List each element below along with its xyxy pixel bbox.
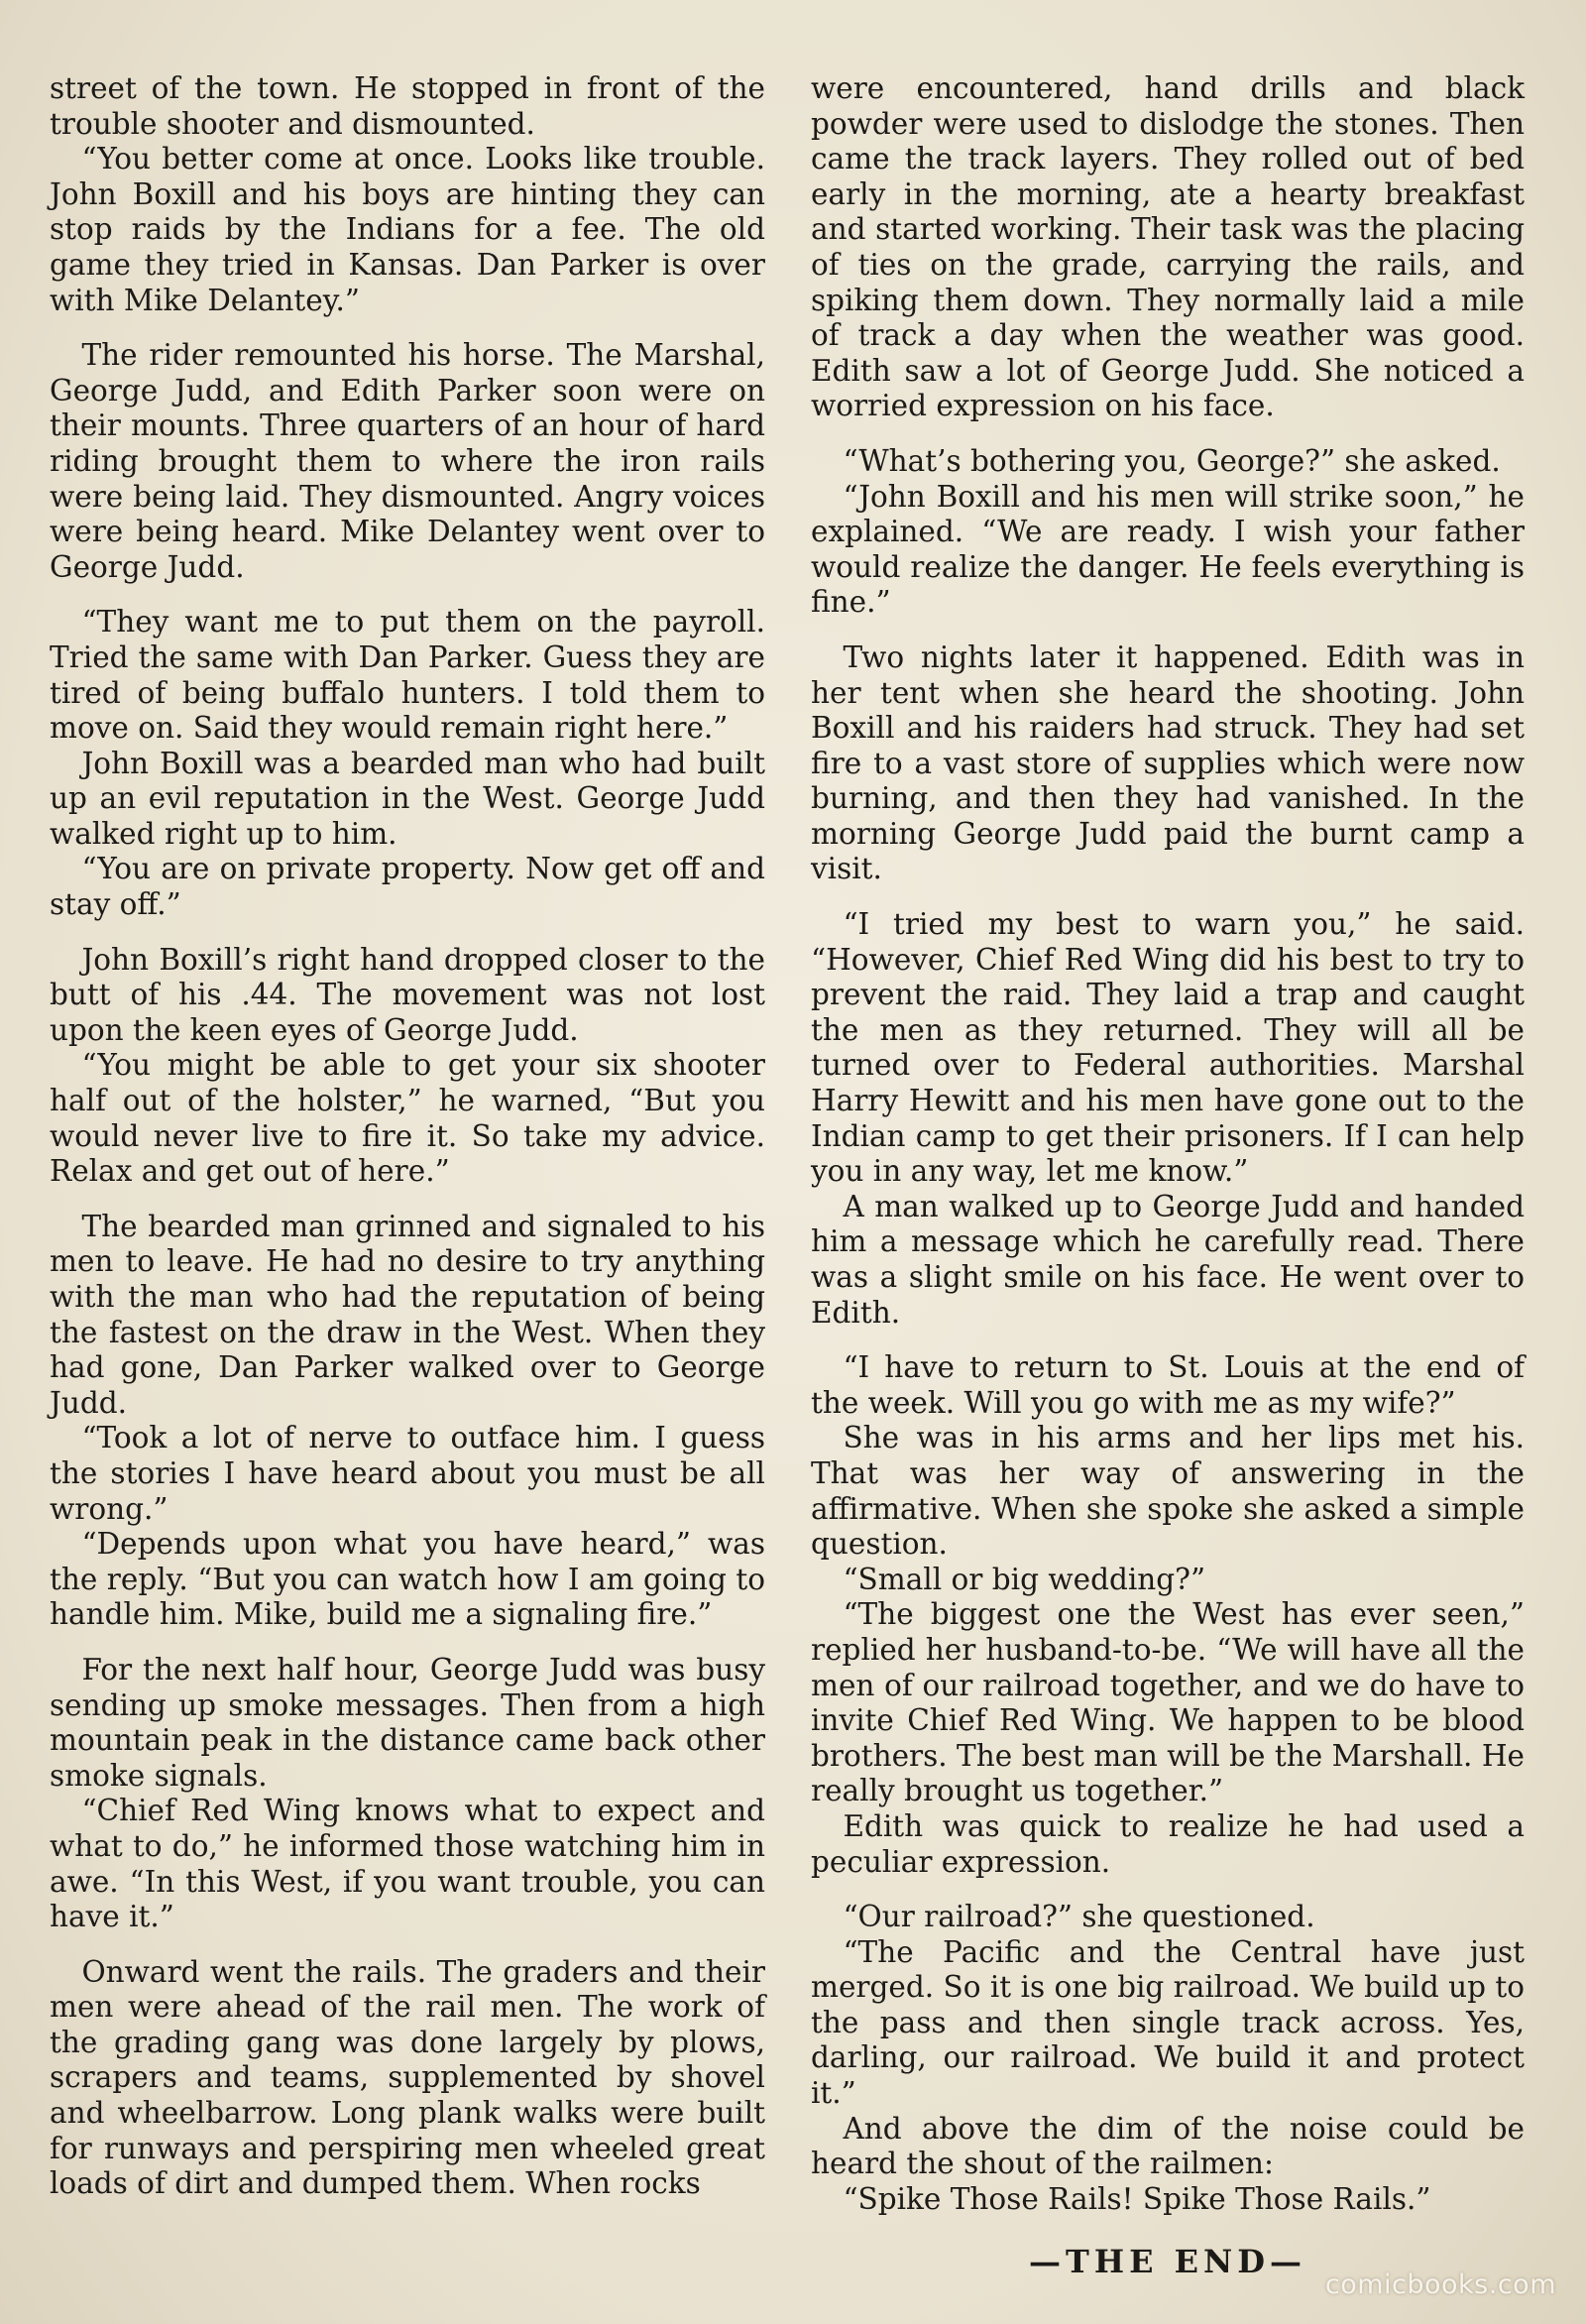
story-paragraph: “John Boxill and his men will strike soon,” he explained. “We are ready. I wish your father would realize the danger. He feels everything is fine.”: [811, 479, 1525, 620]
story-paragraph: “Took a lot of nerve to outface him. I guess the stories I have heard about you must be all wrong.”: [50, 1421, 765, 1526]
story-paragraph: And above the dim of the noise could be heard the shout of the railmen:: [811, 2111, 1525, 2181]
story-paragraph: “Small or big wedding?”: [843, 1562, 1206, 1596]
story-paragraph: John Boxill’s right hand dropped closer to the butt of his .44. The movement was not lost upon the keen eyes of George Judd.: [50, 942, 765, 1047]
story-paragraph: “What’s bothering you, George?” she asked.: [843, 443, 1501, 478]
story-paragraph: were encountered, hand drills and black powder were used to dislodge the stones. Then came the track layers. They rolled out of bed early in the morning, ate a hearty breakfast and started working. Their task was the placing of ties on the grade, carrying the rails, and spiking them down. They normally laid a mile of track a day when the weather was good. Edith saw a lot of George Judd. She noticed a worried expression on his face.: [811, 71, 1525, 423]
story-paragraph: Onward went the rails. The graders and their men were ahead of the rail men. The work of the grading gang was done largely by plows, scrapers and teams, supplemented by shovel and wheelbarrow. Long plank walks were built for runways and perspiring men wheeled great loads of dirt and dumped them. When rocks: [50, 1954, 765, 2201]
story-paragraph: street of the town. He stopped in front of the trouble shooter and dismounted.: [50, 71, 765, 141]
story-paragraph: “You are on private property. Now get off and stay off.”: [50, 852, 765, 922]
the-end-marker: —THE END—: [1029, 2243, 1306, 2281]
watermark-text: comicbooks.com: [1324, 2269, 1556, 2300]
story-paragraph: “You might be able to get your six shooter half out of the holster,” he warned, “But you would never live to fire it. So take my advice. Relax and get out of here.”: [50, 1048, 765, 1189]
story-paragraph: John Boxill was a bearded man who had built up an evil reputation in the West. George Judd walked right up to him.: [50, 746, 765, 851]
story-paragraph: “The Pacific and the Central have just merged. So it is one big railroad. We build up to the pass and then single track across. Yes, darling, our railroad. We build it and protect it.”: [811, 1934, 1525, 2111]
story-paragraph: “I tried my best to warn you,” he said. “However, Chief Red Wing did his best to try to prevent the raid. They laid a trap and caught the men as they returned. They will all be turned over to Federal authorities. Marshal Harry Hewitt and his men have gone out to the Indian camp to get their prisoners. If I can help you in any way, let me know.”: [811, 907, 1525, 1189]
story-paragraph: “Chief Red Wing knows what to expect and what to do,” he informed those watching him in awe. “In this West, if you want trouble, you can have it.”: [50, 1794, 765, 1934]
story-paragraph: A man walked up to George Judd and handed him a message which he carefully read. There was a slight smile on his face. He went over to Edith.: [811, 1189, 1525, 1330]
story-paragraph: “Our railroad?” she questioned.: [843, 1900, 1315, 1934]
story-paragraph: Edith was quick to realize he had used a peculiar expression.: [811, 1808, 1525, 1879]
story-paragraph: “Depends upon what you have heard,” was the reply. “But you can watch how I am going to handle him. Mike, build me a signaling fire.”: [50, 1527, 765, 1632]
story-paragraph: “They want me to put them on the payroll. Tried the same with Dan Parker. Guess they are tired of being buffalo hunters. I told them to move on. Said they would remain right here.”: [50, 605, 765, 746]
story-paragraph: The rider remounted his horse. The Marshal, George Judd, and Edith Parker soon were on their mounts. Three quarters of an hour of hard riding brought them to where the iron rails were being laid. They dismounted. Angry voices were being heard. Mike Delantey went over to George Judd.: [50, 338, 765, 584]
left-column: [50, 71, 765, 2202]
story-paragraph: Two nights later it happened. Edith was in her tent when she heard the shooting. John Boxill and his raiders had struck. They had set fire to a vast store of supplies which were now burning, and then they had vanished. In the morning George Judd paid the burnt camp a visit.: [811, 639, 1525, 886]
right-column: [811, 71, 1525, 2280]
story-paragraph: The bearded man grinned and signaled to his men to leave. He had no desire to try anything with the man who had the reputation of being the fastest on the draw in the West. When they had gone, Dan Parker walked over to George Judd.: [50, 1209, 765, 1420]
story-paragraph: “You better come at once. Looks like trouble. John Boxill and his boys are hinting they can stop raids by the Indians for a fee. The old game they tried in Kansas. Dan Parker is over with Mike Delantey.”: [50, 142, 765, 317]
story-paragraph: “Spike Those Rails! Spike Those Rails.”: [843, 2181, 1431, 2216]
story-paragraph: “I have to return to St. Louis at the end of the week. Will you go with me as my wife?”: [811, 1350, 1525, 1420]
story-paragraph: “The biggest one the West has ever seen,” replied her husband-to-be. “We will have all the men of our railroad together, and we do have to invite Chief Red Wing. We happen to be blood brothers. The best man will be the Marshall. He really brought us together.”: [811, 1597, 1525, 1808]
story-paragraph: She was in his arms and her lips met his. That was her way of answering in the affirmative. When she spoke she asked a simple question.: [811, 1421, 1525, 1562]
story-paragraph: For the next half hour, George Judd was busy sending up smoke messages. Then from a high mountain peak in the distance came back other smoke signals.: [50, 1652, 765, 1793]
